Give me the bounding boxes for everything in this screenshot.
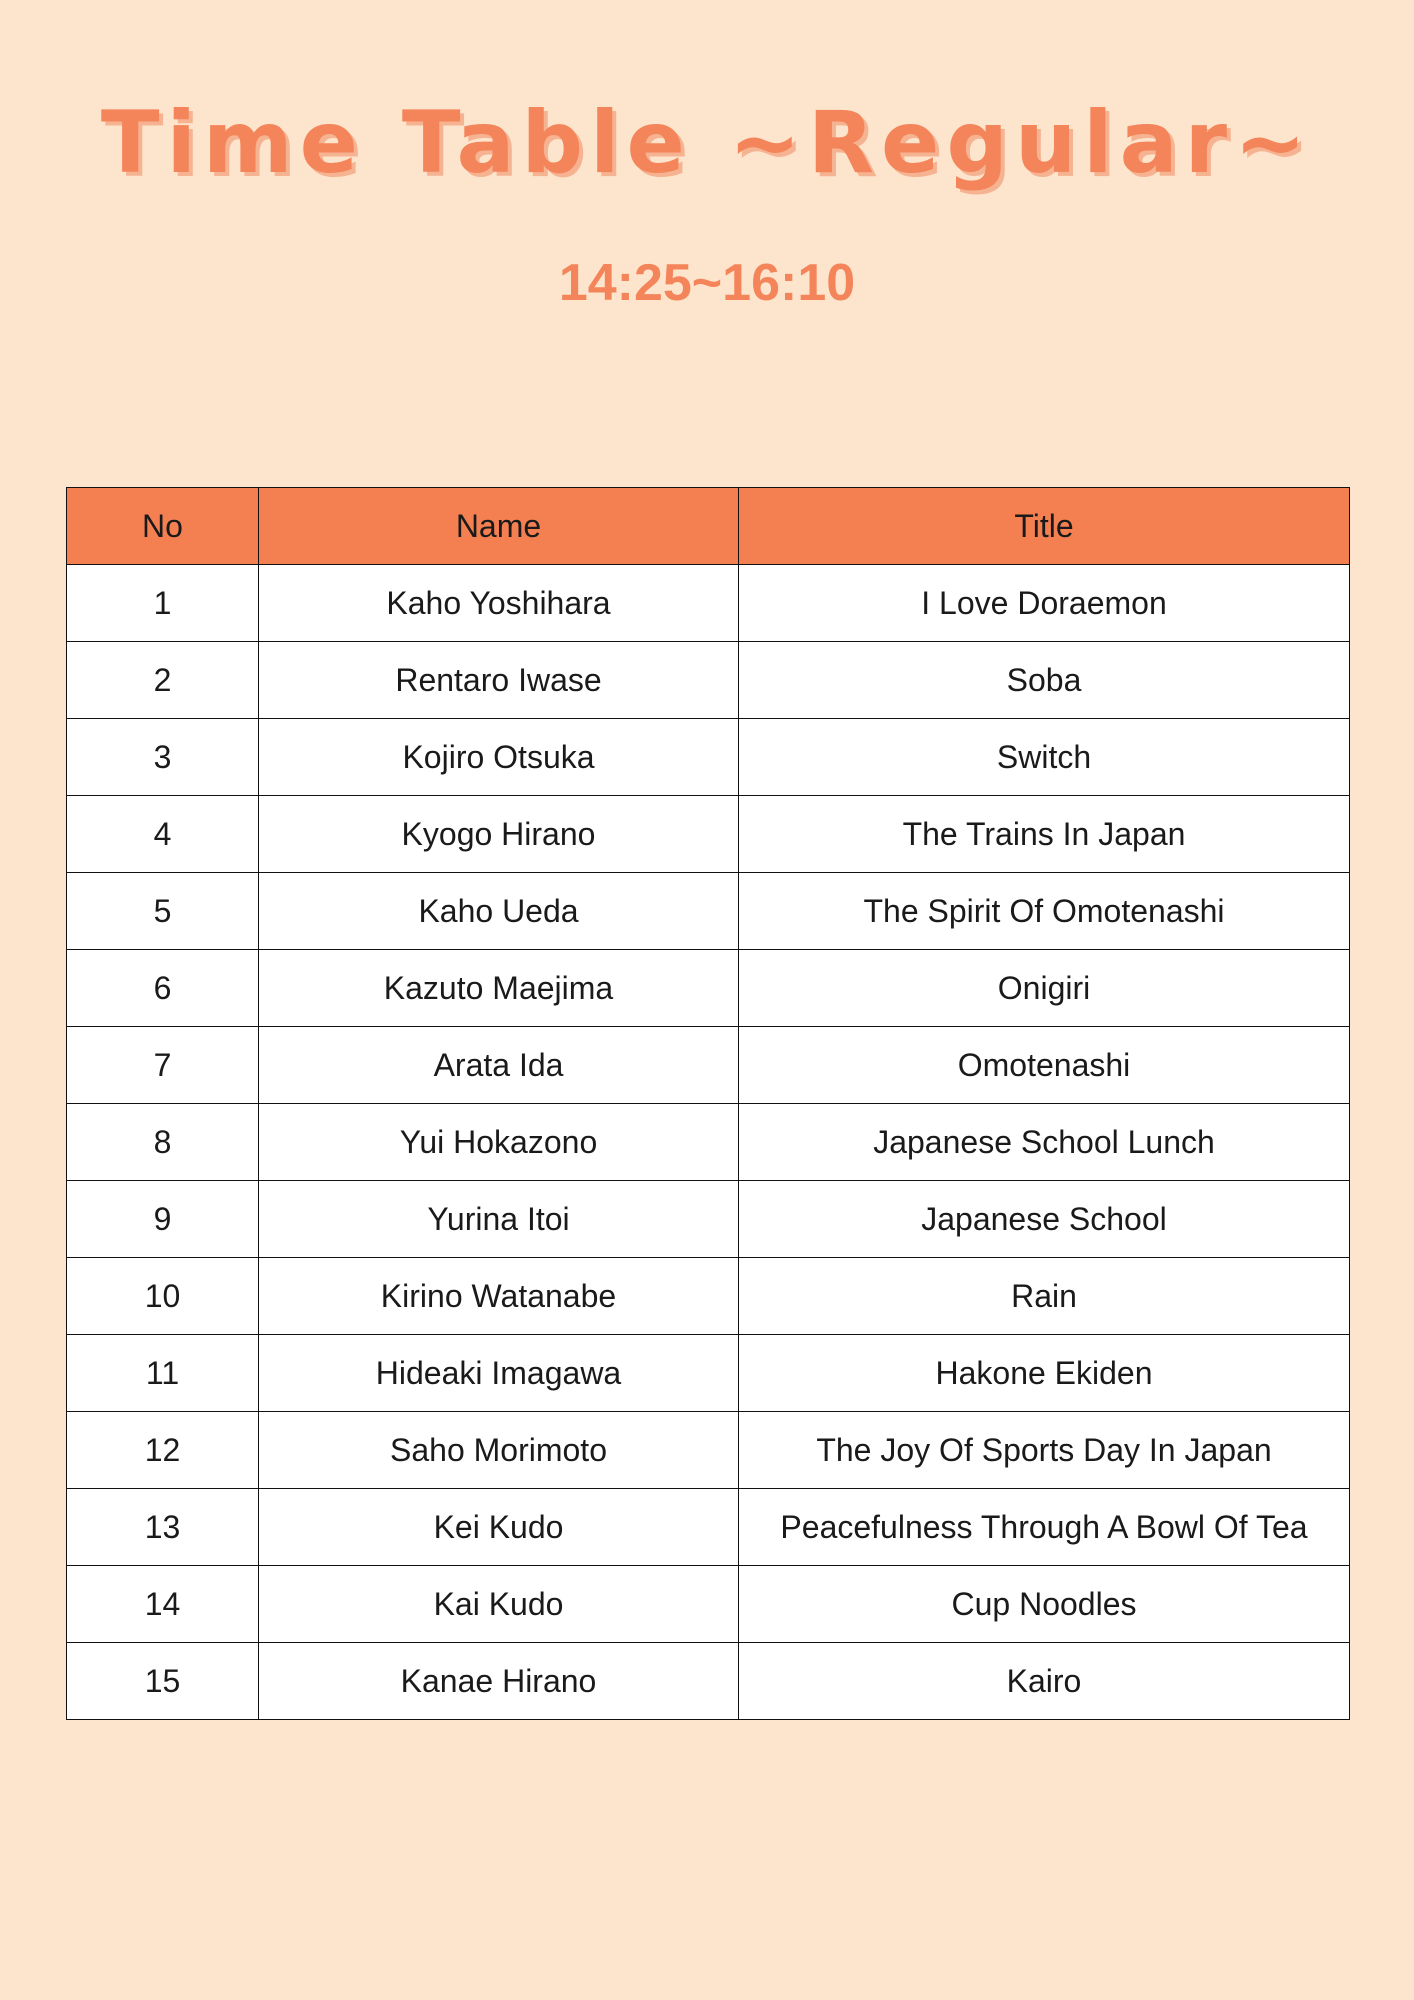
cell-title: Japanese School [739,1181,1350,1258]
cell-name: Kojiro Otsuka [259,719,739,796]
cell-name: Kaho Ueda [259,873,739,950]
table-row [67,1412,1350,1489]
cell-title: Japanese School Lunch [739,1104,1350,1181]
cell-no: 4 [67,796,259,873]
table-row [67,1566,1350,1643]
cell-name: Yui Hokazono [259,1104,739,1181]
table-row [67,1104,1350,1181]
table-row [67,1258,1350,1335]
cell-name: Arata Ida [259,1027,739,1104]
cell-no: 2 [67,642,259,719]
table-row [67,950,1350,1027]
cell-no: 1 [67,565,259,642]
table-header-row [67,488,1350,565]
cell-title: Rain [739,1258,1350,1335]
table-row [67,565,1350,642]
cell-no: 15 [67,1643,259,1720]
cell-title: The Spirit Of Omotenashi [739,873,1350,950]
table-body [67,565,1350,1720]
cell-title: Omotenashi [739,1027,1350,1104]
cell-no: 7 [67,1027,259,1104]
cell-no: 10 [67,1258,259,1335]
cell-name: Yurina Itoi [259,1181,739,1258]
cell-name: Saho Morimoto [259,1412,739,1489]
cell-title: The Joy Of Sports Day In Japan [739,1412,1350,1489]
cell-title: I Love Doraemon [739,565,1350,642]
cell-no: 9 [67,1181,259,1258]
cell-name: Kazuto Maejima [259,950,739,1027]
table-row [67,1335,1350,1412]
cell-title: Soba [739,642,1350,719]
cell-name: Rentaro Iwase [259,642,739,719]
cell-no: 11 [67,1335,259,1412]
cell-name: Kaho Yoshihara [259,565,739,642]
page-title: Time Table ~Regular~ [100,93,1314,193]
cell-name: Kanae Hirano [259,1643,739,1720]
table-row [67,1181,1350,1258]
time-range: 14:25~16:10 [558,254,856,312]
cell-no: 14 [67,1566,259,1643]
cell-name: Kyogo Hirano [259,796,739,873]
column-header-no: No [67,488,259,565]
cell-no: 12 [67,1412,259,1489]
cell-title: Onigiri [739,950,1350,1027]
cell-no: 13 [67,1489,259,1566]
cell-title: Cup Noodles [739,1566,1350,1643]
cell-title: Peacefulness Through A Bowl Of Tea [739,1489,1350,1566]
cell-name: Kirino Watanabe [259,1258,739,1335]
cell-title: Switch [739,719,1350,796]
cell-name: Hideaki Imagawa [259,1335,739,1412]
table-row [67,1027,1350,1104]
cell-title: Kairo [739,1643,1350,1720]
timetable [66,487,1350,1720]
table-row [67,796,1350,873]
cell-no: 3 [67,719,259,796]
cell-no: 5 [67,873,259,950]
cell-name: Kei Kudo [259,1489,739,1566]
cell-no: 8 [67,1104,259,1181]
cell-no: 6 [67,950,259,1027]
table-row [67,642,1350,719]
column-header-title: Title [739,488,1350,565]
cell-title: Hakone Ekiden [739,1335,1350,1412]
table-row [67,873,1350,950]
cell-name: Kai Kudo [259,1566,739,1643]
column-header-name: Name [259,488,739,565]
cell-title: The Trains In Japan [739,796,1350,873]
table-row [67,1643,1350,1720]
table-row [67,1489,1350,1566]
table-row [67,719,1350,796]
